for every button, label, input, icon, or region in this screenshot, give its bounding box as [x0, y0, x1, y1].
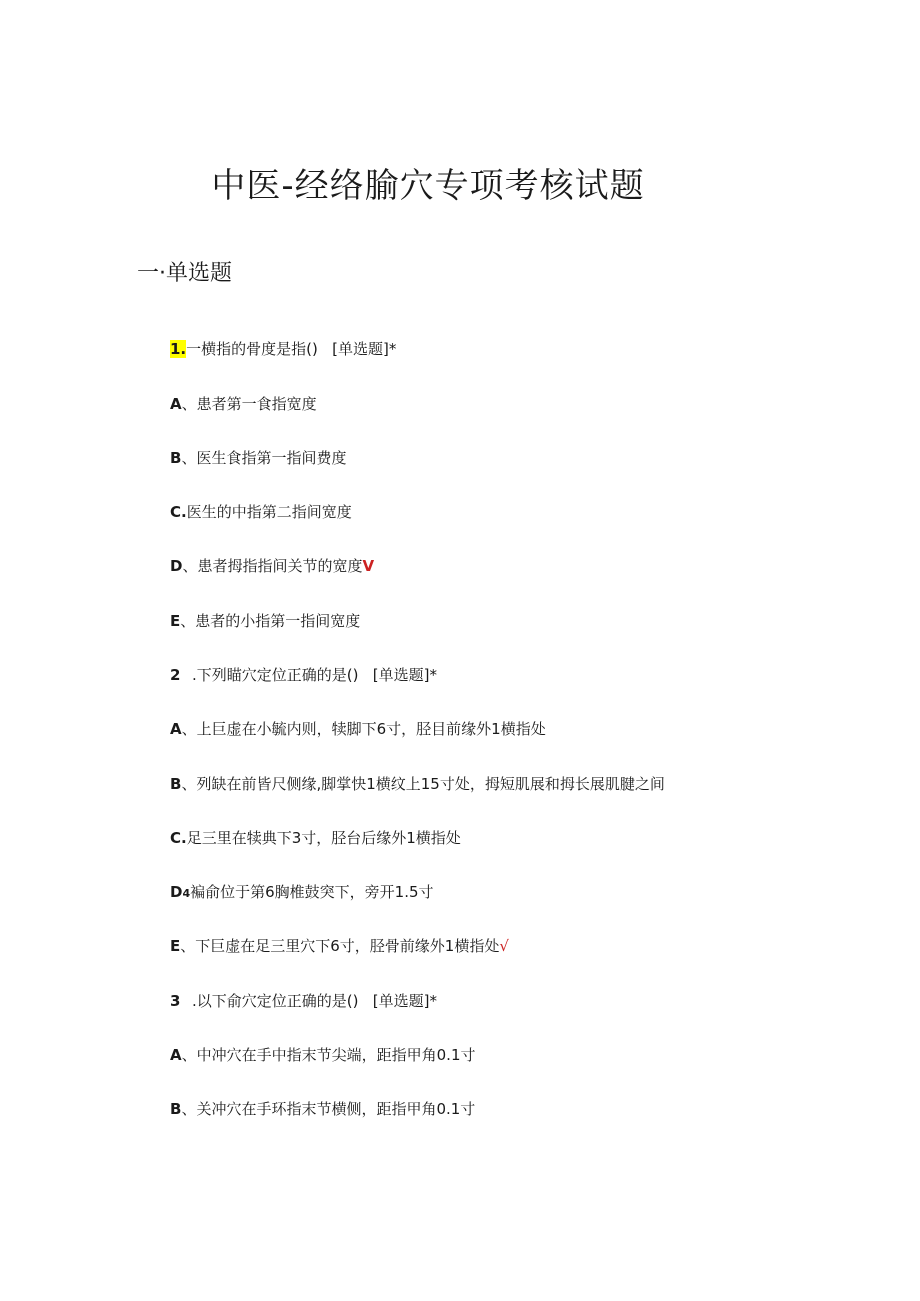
- option-a: A、上巨虚在小毓内则，犊脚下6寸，胫目前缘外1横指处: [170, 720, 546, 738]
- option-b: B、关冲穴在手环指末节横侧，距指甲角0.1寸: [170, 1100, 476, 1118]
- option-letter: C.: [170, 829, 187, 847]
- option-text: 足三里在犊典下3寸，胫台后缘外1横指处: [186, 829, 461, 847]
- question-number: 1.: [170, 340, 187, 358]
- option-text: 中冲穴在手中指末节尖端，距指甲角0.1寸: [196, 1046, 476, 1064]
- correct-mark: √: [499, 937, 509, 955]
- question-3: [170, 990, 437, 1011]
- option-b: B、医生食指第一指间费度: [170, 449, 347, 467]
- option-text: 患者拇指指间关节的宽度: [197, 557, 363, 575]
- question-text: 一横指的骨度是指(): [186, 340, 318, 358]
- option-d: D、患者拇指指间关节的宽度V: [170, 557, 375, 575]
- option-text: 医生的中指第二指间宽度: [186, 503, 352, 521]
- correct-mark: V: [362, 557, 375, 575]
- option-letter: A: [170, 720, 182, 738]
- option-letter: C.: [170, 503, 187, 521]
- option-text: 医生食指第一指间费度: [196, 449, 347, 467]
- question-number: 2: [170, 666, 181, 684]
- question-type-tag: [单选题]*: [372, 666, 438, 684]
- option-letter: E: [170, 612, 181, 630]
- option-text: 患者的小指第一指间宽度: [195, 612, 361, 630]
- option-a: A、中冲穴在手中指末节尖端，距指甲角0.1寸: [170, 1046, 476, 1064]
- option-letter: E: [170, 937, 181, 955]
- question-1: [170, 338, 396, 359]
- question-2: [170, 664, 437, 685]
- section-heading: 一·单选题: [137, 261, 232, 286]
- option-c: [170, 827, 461, 848]
- option-text: 关冲穴在手环指末节横侧，距指甲角0.1寸: [196, 1100, 476, 1118]
- option-text: 列缺在前皆尺侧缘,脚掌快1横纹上15寸处，拇短肌展和拇长展肌腱之间: [196, 775, 665, 793]
- option-c: [170, 501, 352, 522]
- question-number: 3: [170, 992, 181, 1010]
- question-type-tag: [单选题]*: [332, 340, 397, 358]
- question-text: .下列瞄穴定位正确的是(): [192, 666, 359, 684]
- option-letter: B: [170, 1100, 182, 1118]
- question-text: .以下俞穴定位正确的是(): [192, 992, 359, 1010]
- option-b: B、列缺在前皆尺侧缘,脚掌快1横纹上15寸处，拇短肌展和拇长展肌腱之间: [170, 775, 665, 793]
- option-letter: A: [170, 395, 182, 413]
- option-text: 患者第一食指宽度: [196, 395, 317, 413]
- option-letter: B: [170, 775, 182, 793]
- option-e: E、下巨虚在足三里穴下6寸，胫骨前缘外1横指处√: [170, 937, 509, 955]
- option-d: D4褊俞位于第6胸椎鼓突下，旁开1.5寸: [170, 883, 434, 901]
- option-letter: B: [170, 449, 182, 467]
- option-a: A、患者第一食指宽度: [170, 395, 317, 413]
- option-letter: D: [170, 883, 183, 901]
- option-letter: D: [170, 557, 183, 575]
- option-text: 褊俞位于第6胸椎鼓突下，旁开1.5寸: [190, 883, 434, 901]
- page-title: 中医-经络腧穴专项考核试题: [211, 166, 645, 206]
- question-type-tag: [单选题]*: [372, 992, 438, 1010]
- option-text: 上巨虚在小毓内则，犊脚下6寸，胫目前缘外1横指处: [196, 720, 546, 738]
- option-e: E、患者的小指第一指间宽度: [170, 612, 361, 630]
- option-text: 下巨虚在足三里穴下6寸，胫骨前缘外1横指处: [195, 937, 500, 955]
- option-letter: A: [170, 1046, 182, 1064]
